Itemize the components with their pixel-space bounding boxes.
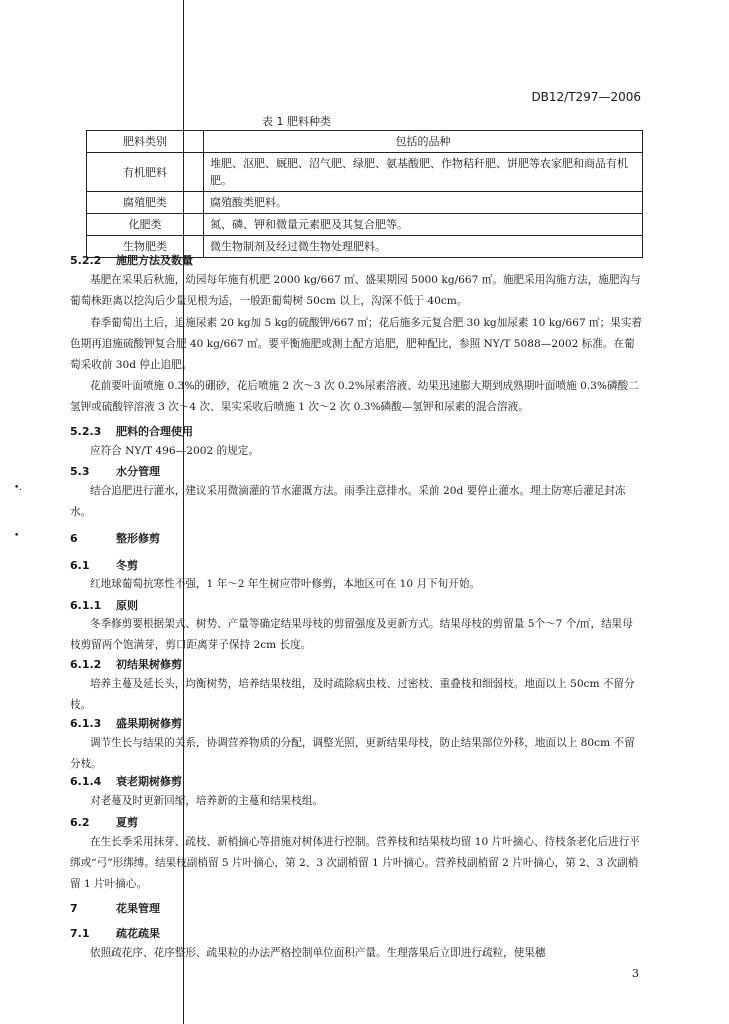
table-cell: 堆肥、沤肥、厩肥、沼气肥、绿肥、氨基酸肥、作物秸秆肥、饼肥等农家肥和商品有机肥。 bbox=[204, 153, 643, 192]
paragraph: 培养主蔓及延长头，均衡树势，培养结果枝组，及时疏除病虫枝、过密枝、重叠枝和细弱枝。地面以上 50cm 不留分枝。 bbox=[70, 678, 635, 711]
table-header-cell: 包括的品种 bbox=[204, 131, 643, 153]
margin-mark: •. bbox=[14, 483, 23, 493]
paragraph: 冬季修剪要根据架式、树势、产量等确定结果母枝的剪留强度及更新方式。结果母枝的剪留量 5个～7 个/㎡，结果母枝剪留两个饱满芽，剪口距离芽子保持 2cm 长度。 bbox=[70, 618, 633, 651]
paragraph: 春季葡萄出土后，追施尿素 20 kg加 5 kg的硫酸钾/667 ㎡；花后施多元复合肥 30 kg加尿素 10 kg/667 ㎡；果实着色期再追施硫酸钾复合肥 40 kg/667 ㎡。要平衡施肥或测土配方追肥，肥种配比，参照 NY/T 5088—2002 标准。在葡萄采收前 30d 停止追肥。 bbox=[70, 317, 643, 371]
section-heading: 7 花果管理 bbox=[70, 902, 160, 915]
paragraph: 在生长季采用抹芽、疏枝、新梢摘心等措施对树体进行控制。营养枝和结果枝均留 10 片叶摘心、待枝条老化后进行平绑或“弓”形绑缚。结果枝副梢留 5 片叶摘心，第 2、3 次副梢留 1 片叶摘心。营养枝副梢留 2 片叶摘心，第 2、3 次副梢留 1 片叶摘心。 bbox=[70, 836, 640, 890]
table-caption: 表 1 肥料种类 bbox=[262, 115, 331, 128]
section-heading: 5.2.2 施肥方法及数量 bbox=[70, 254, 193, 267]
table-cell: 化肥类 bbox=[87, 214, 204, 236]
paragraph: 红地球葡萄抗寒性不强，1 年～2 年生树应带叶修剪，本地区可在 10 月下旬开始。 bbox=[90, 578, 481, 590]
paragraph: 花前要叶面喷施 0.3%的硼砂，花后喷施 2 次～3 次 0.2%尿素溶液、幼果迅速膨大期到成熟期叶面喷施 0.3%磷酸二氢钾或硫酸锌溶液 3 次～4 次、果实采收后喷施 1 次～2 次 0.3%磷酸—氢钾和尿素的混合溶液。 bbox=[70, 380, 639, 413]
fertilizer-table bbox=[86, 130, 643, 258]
document-id: DB12/T297—2006 bbox=[531, 90, 641, 104]
paragraph: 应符合 NY/T 496—2002 的规定。 bbox=[90, 445, 259, 457]
margin-mark: • bbox=[14, 531, 20, 541]
table-row bbox=[87, 153, 643, 192]
section-heading: 6.1.3 盛果期树修剪 bbox=[70, 717, 182, 730]
section-heading: 6.1.1 原则 bbox=[70, 599, 138, 612]
table-cell: 生物肥类 bbox=[87, 236, 204, 258]
page-number: 3 bbox=[632, 967, 639, 980]
section-heading: 7.1 疏花疏果 bbox=[70, 927, 160, 940]
section-heading: 6.1.2 初结果树修剪 bbox=[70, 658, 182, 671]
table-header-cell: 肥料类别 bbox=[87, 131, 204, 153]
section-heading: 5.2.3 肥料的合理使用 bbox=[70, 425, 193, 438]
table-cell: 微生物制剂及经过微生物处理肥料。 bbox=[204, 236, 643, 258]
section-heading: 6.1.4 衰老期树修剪 bbox=[70, 775, 182, 788]
table-row bbox=[87, 192, 643, 214]
paragraph: 对老蔓及时更新回缩，培养新的主蔓和结果枝组。 bbox=[90, 795, 324, 807]
table-cell: 腐殖酸类肥料。 bbox=[204, 192, 643, 214]
paragraph: 依照疏花序、花序整形、疏果粒的办法严格控制单位面积产量。生理落果后立即进行疏粒，使果穗 bbox=[90, 947, 546, 959]
table-cell: 氮、磷、钾和微量元素肥及其复合肥等。 bbox=[204, 214, 643, 236]
table-row bbox=[87, 214, 643, 236]
paragraph: 结合追肥进行灌水，建议采用微滴灌的节水灌溉方法。雨季注意排水。采前 20d 要停止灌水。埋土防寒后灌足封冻水。 bbox=[70, 485, 626, 518]
paragraph: 调节生长与结果的关系，协调营养物质的分配，调整光照，更新结果母枝，防止结果部位外移，地面以上 80cm 不留分枝。 bbox=[70, 737, 635, 770]
section-heading: 6.1 冬剪 bbox=[70, 559, 138, 572]
table-cell: 腐殖肥类 bbox=[87, 192, 204, 214]
table-cell: 有机肥料 bbox=[87, 153, 204, 192]
table-header-row bbox=[87, 131, 643, 153]
paragraph: 基肥在采果后秋施，幼园每年施有机肥 2000 kg/667 ㎡、盛果期园 5000 kg/667 ㎡。施肥采用沟施方法，施肥沟与葡萄株距离以挖沟后少量见根为适，一般距葡萄树 50cm 以上，沟深不低于 40cm。 bbox=[70, 274, 641, 307]
section-heading: 5.3 水分管理 bbox=[70, 465, 160, 478]
section-heading: 6.2 夏剪 bbox=[70, 816, 138, 829]
section-heading: 6 整形修剪 bbox=[70, 532, 160, 545]
